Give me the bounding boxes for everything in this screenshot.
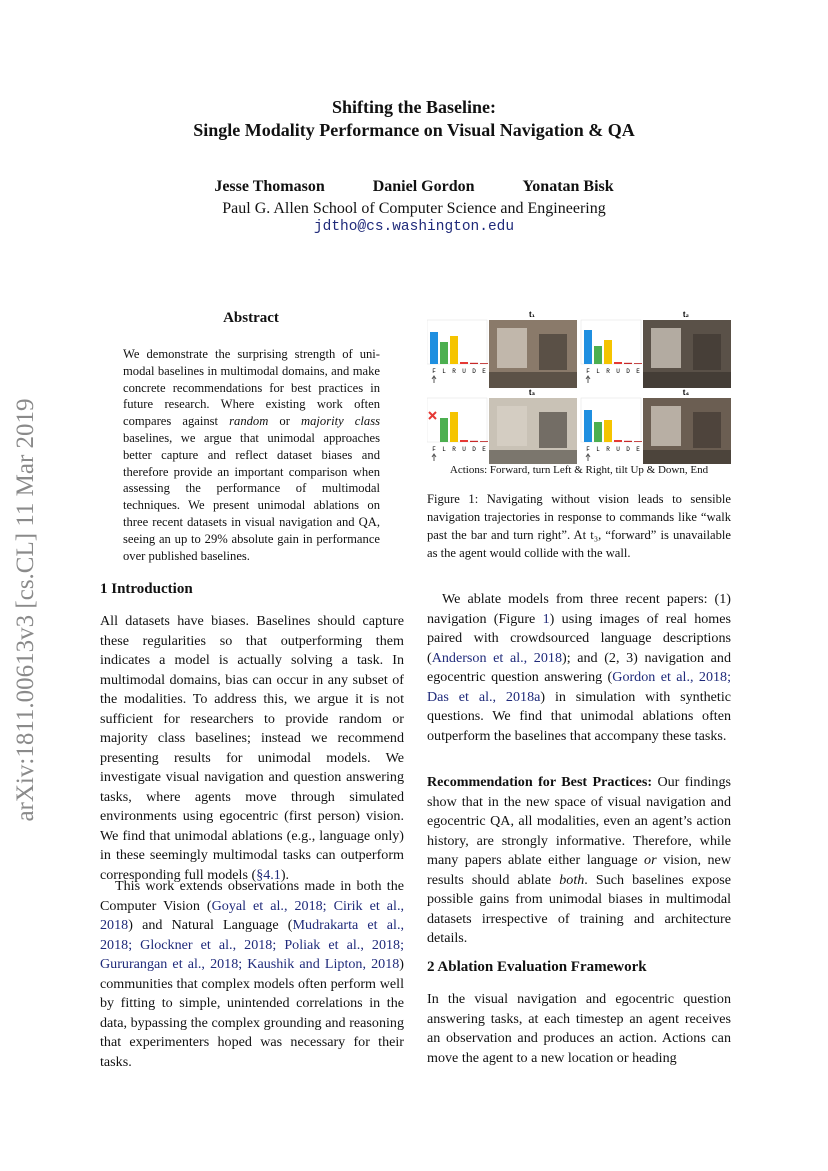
abstract-heading: Abstract — [223, 310, 279, 326]
arrow-up-icon — [432, 376, 436, 383]
title-line-1: Shifting the Baseline: — [331, 97, 496, 117]
action-bar-F — [430, 332, 438, 364]
action-bar-U — [614, 440, 622, 442]
action-bar-R — [604, 420, 612, 442]
citation-link-gordon-das[interactable]: Gordon et al., 2018; Das et al., 2018a — [427, 669, 732, 705]
action-letter: L — [596, 368, 600, 375]
photo-floor — [489, 450, 577, 464]
action-bar-L — [440, 342, 448, 364]
action-bar-L — [594, 346, 602, 364]
email-link[interactable]: jdtho@cs.washington.edu — [313, 219, 515, 235]
photo-detail — [497, 406, 527, 446]
action-bar-D — [624, 441, 632, 442]
action-bar-L — [594, 422, 602, 442]
arxiv-side-label — [6, 360, 46, 860]
photo-detail — [651, 406, 681, 446]
arrow-up-icon — [432, 454, 436, 461]
photo-floor — [489, 372, 577, 388]
figure-link[interactable]: 1 — [542, 610, 550, 627]
action-bar-D — [470, 363, 478, 364]
action-letter: F — [586, 368, 590, 375]
timestep-label: t₁ — [529, 310, 535, 319]
action-letter: R — [452, 368, 456, 375]
action-letter: D — [472, 446, 476, 453]
photo-detail — [539, 334, 567, 370]
action-bar-E — [480, 441, 488, 442]
author-list — [0, 178, 828, 196]
action-bar-U — [460, 362, 468, 364]
action-letter: E — [482, 446, 486, 453]
action-letter: L — [442, 368, 446, 375]
recommendation-heading: Recommendation for Best Practices: — [427, 774, 653, 790]
intro-paragraph-1: All datasets have biases. Baselines should capture these regularities so that outperforming them indicates a model is actually solving a task. In multimodal domains, bias can occur in any subset of the modalities. To address this, we argue it is not sufficient for researchers to provide random or majority class baselines; instead we recommend presenting results for unimodal models. We investigate visual navigation and question answering tasks, where agents move through simulated environments using egocentric (first person) vision. We find that unimodal ablations (e.g., language only) in these seemingly multimodal tasks can outperform corresponding full models (§4.1). — [100, 613, 404, 883]
action-letter: D — [626, 368, 630, 375]
author-2: Daniel Gordon — [372, 178, 475, 195]
action-letter: F — [432, 446, 436, 453]
action-letter: E — [482, 368, 486, 375]
action-letter: E — [636, 368, 640, 375]
title-line-2: Single Modality Performance on Visual Navigation & QA — [193, 120, 635, 140]
action-bar-F — [584, 410, 592, 442]
action-letter: D — [626, 446, 630, 453]
photo-floor — [643, 372, 731, 388]
action-bar-E — [480, 363, 488, 364]
photo-floor — [643, 450, 731, 464]
author-1: Jesse Thomason — [214, 178, 325, 195]
recommendation-paragraph: Recommendation for Best Practices: Our findings show that in the new space of visual navigation and egocentric QA, all modalities, even an agent’s action history, are strongly informative. Therefore, while many papers ablate either language or vision, new results should ablate both. Such baselines expose possible gains from unimodal biases in multimodal datasets irrespective of training and architecture details. — [427, 774, 731, 946]
figure-1 — [427, 308, 731, 488]
action-bar-U — [460, 440, 468, 442]
action-letter: R — [606, 368, 610, 375]
timestep-label: t₄ — [682, 388, 690, 397]
action-letter: R — [452, 446, 456, 453]
figure-1-caption: Figure 1: Navigating without vision leads to sensible navigation trajectories in response to commands like “walk past the bar and turn right”. At t₃, “forward” is unavailable as the agent would collide with the wall. — [427, 492, 731, 560]
action-letter: L — [442, 446, 446, 453]
action-letter: D — [472, 368, 476, 375]
intro-paragraph-2: This work extends observations made in both the Computer Vision (Goyal et al., 2018; Cirik et al., 2018) and Natural Language (Mudrakarta et al., 2018; Glockner et al., 2018; Poliak et al., 2018; Gururangan et al., 2018; Kaushik and Lipton, 2018) communities that complex models often perform well by fitting to simple, unintended correlations in the data, bypassing the complex grounding and reasoning that experimenters hoped was necessary for their tasks. — [100, 878, 405, 1070]
arrow-up-icon — [586, 376, 590, 383]
action-letter: U — [462, 368, 466, 375]
affiliation: Paul G. Allen School of Computer Science and Engineering — [222, 200, 606, 217]
action-bar-F — [584, 330, 592, 364]
action-bar-R — [450, 336, 458, 364]
right-paragraph-1: We ablate models from three recent papers: (1) navigation (Figure 1) using images of real homes paired with crowdsourced language descriptions (Anderson et al., 2018); and (2, 3) navigation and egocentric question answering (Gordon et al., 2018; Das et al., 2018a) in simulation with synthetic questions. We find that unimodal ablations often outperform the baselines that accompany these tasks. — [427, 591, 732, 744]
action-letter: F — [586, 446, 590, 453]
author-3: Yonatan Bisk — [522, 178, 614, 195]
action-bar-R — [604, 340, 612, 364]
section-link[interactable]: §4.1 — [256, 866, 281, 883]
section-2-paragraph: In the visual navigation and egocentric question answering tasks, at each timestep an agent receives an observation and produces an action. Actions can move the agent to a new location or heading — [427, 991, 731, 1066]
action-bar-D — [624, 363, 632, 364]
action-letter: U — [616, 446, 620, 453]
action-letter: L — [596, 446, 600, 453]
photo-detail — [693, 412, 721, 448]
citation-link-cv[interactable]: Goyal et al., 2018; Cirik et al., 2018 — [100, 897, 404, 933]
paper-title — [0, 96, 828, 142]
section-2-heading: 2 Ablation Evaluation Framework — [427, 959, 647, 975]
timestep-label: t₃ — [528, 388, 536, 397]
photo-detail — [539, 412, 567, 448]
section-1-heading: 1 Introduction — [100, 581, 193, 597]
photo-detail — [651, 328, 681, 368]
citation-link-nl[interactable]: Mudrakarta et al., 2018; Glockner et al., 2018; Poliak et al., 2018; Gururangan et al., 2018; Kaushik and Lipton, 2018 — [100, 917, 405, 972]
timestep-label: t₂ — [682, 310, 690, 319]
action-bar-R — [450, 412, 458, 442]
photo-detail — [497, 328, 527, 368]
action-letter: F — [432, 368, 436, 375]
figure-1-graphic — [427, 308, 731, 464]
action-letter: U — [462, 446, 466, 453]
action-bar-D — [470, 441, 478, 442]
action-letter: U — [616, 368, 620, 375]
citation-link-anderson[interactable]: Anderson et al., 2018 — [431, 649, 562, 666]
action-bar-L — [440, 418, 448, 442]
arxiv-id-text: arXiv:1811.00613v3 [cs.CL] 11 Mar 2019 — [12, 398, 39, 822]
photo-detail — [693, 334, 721, 370]
figure-actions-caption: Actions: Forward, turn Left & Right, tilt Up & Down, End — [449, 464, 709, 476]
action-bar-U — [614, 362, 622, 364]
action-letter: R — [606, 446, 610, 453]
action-bar-E — [634, 363, 642, 364]
action-bar-E — [634, 441, 642, 442]
arrow-up-icon — [586, 454, 590, 461]
action-letter: E — [636, 446, 640, 453]
abstract-text: We demonstrate the surprising strength of uni-modal baselines in multimodal domains, and make concrete recommendations for best practices in future research. Where existing work often compares against random or majority class baselines, we argue that unimodal approaches better capture and reflect dataset biases and therefore provide an important comparison when assessing the performance of multimodal techniques. We present unimodal ablations on three recent datasets in visual navigation and QA, seeing an up to 29% absolute gain in performance over published baselines. — [123, 347, 380, 563]
